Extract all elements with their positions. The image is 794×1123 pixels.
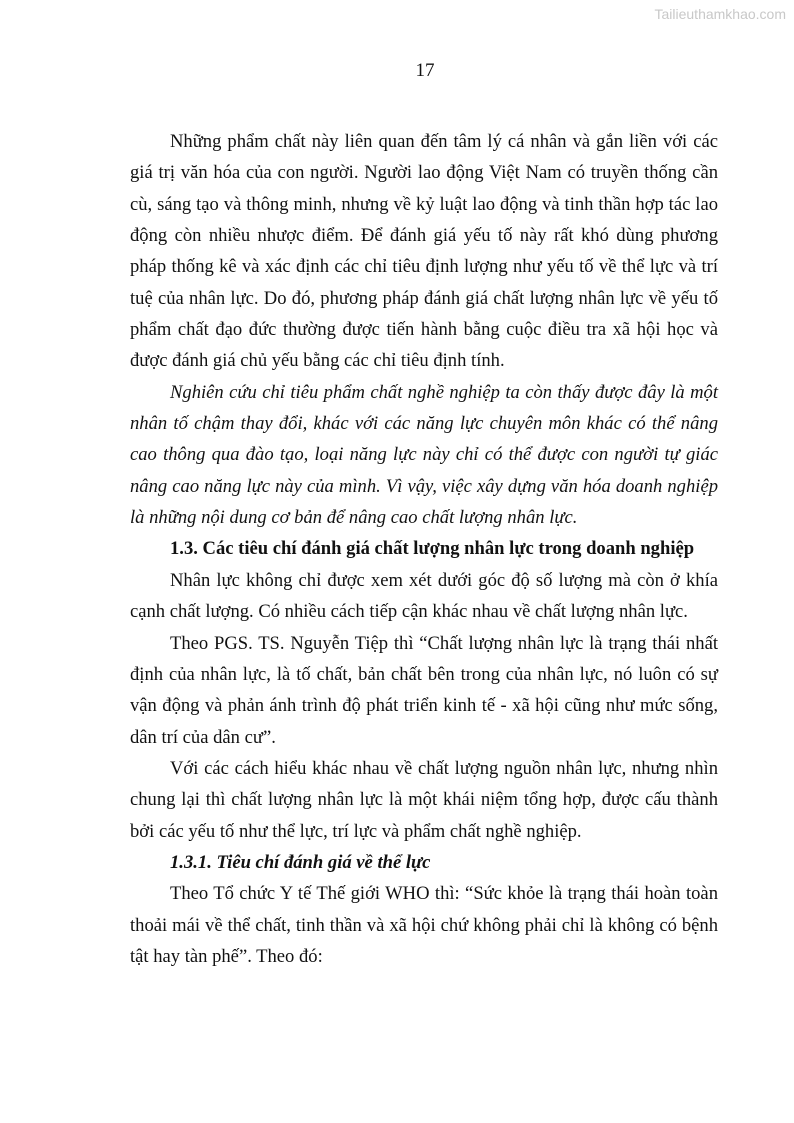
paragraph: [130, 753, 718, 847]
text-line: pháp thống kê và xác định các chỉ tiêu định lượng như yếu tố về thể lực và trí: [130, 256, 718, 278]
paragraph: [130, 628, 718, 753]
text-line: cao thông qua đào tạo, loại năng lực này chỉ có thể được con người tự giác: [130, 444, 718, 466]
text-line: tật hay tàn phế”. Theo đó:: [130, 945, 323, 967]
page-number: 17: [415, 60, 435, 81]
text-line: Theo PGS. TS. Nguyễn Tiệp thì “Chất lượng nhân lực là trạng thái nhất: [170, 632, 718, 654]
text-line: Nhân lực không chỉ được xem xét dưới góc độ số lượng mà còn ở khía: [170, 569, 718, 591]
paragraph: [130, 878, 718, 972]
text-line: Nghiên cứu chỉ tiêu phẩm chất nghề nghiệp ta còn thấy được đây là một: [170, 381, 718, 403]
watermark: Tailieuthamkhao.com: [654, 6, 786, 22]
text-line: 1.3.1. Tiêu chí đánh giá về thể lực: [170, 851, 431, 873]
text-line: bởi các yếu tố như thể lực, trí lực và phẩm chất nghề nghiệp.: [130, 820, 582, 842]
text-line: nhân tố chậm thay đổi, khác với các năng lực chuyên môn khác có thể nâng: [130, 413, 718, 435]
text-line: chung lại thì chất lượng nhân lực là một khái niệm tổng hợp, được cấu thành: [130, 789, 718, 811]
text-line: cạnh chất lượng. Có nhiều cách tiếp cận khác nhau về chất lượng nhân lực.: [130, 601, 688, 623]
text-line: phẩm chất đạo đức thường được tiến hành bằng cuộc điều tra xã hội học và: [130, 319, 718, 341]
text-line: giá trị văn hóa của con người. Người lao động Việt Nam có truyền thống cần: [130, 162, 718, 184]
text-line: 1.3. Các tiêu chí đánh giá chất lượng nhân lực trong doanh nghiệp: [170, 538, 695, 560]
text-line: thoải mái về thể chất, tinh thần và xã hội chứ không phải chỉ là không có bệnh: [130, 914, 718, 936]
text-line: là những nội dung cơ bản để nâng cao chất lượng nhân lực.: [130, 507, 578, 529]
paragraph: [130, 377, 718, 534]
text-line: nâng cao năng lực này của mình. Vì vậy, việc xây dựng văn hóa doanh nghiệp: [130, 475, 718, 497]
text-line: tuệ của nhân lực. Do đó, phương pháp đánh giá chất lượng nhân lực về yếu tố: [130, 287, 718, 309]
paragraph: [130, 565, 718, 628]
text-line: cù, sáng tạo và thông minh, nhưng về kỷ luật lao động và tinh thần hợp tác lao: [130, 193, 718, 215]
document-body: [130, 126, 718, 972]
text-line: động còn nhiều nhược điểm. Để đánh giá yếu tố này rất khó dùng phương: [130, 225, 718, 247]
section-heading: [130, 533, 718, 564]
text-line: được đánh giá chủ yếu bằng các chỉ tiêu định tính.: [130, 350, 505, 372]
text-line: định của nhân lực, là tố chất, bản chất bên trong của nhân lực, nó luôn có sự: [130, 663, 718, 685]
subsection-heading: [130, 847, 718, 878]
text-line: Theo Tổ chức Y tế Thế giới WHO thì: “Sức khỏe là trạng thái hoàn toàn: [170, 883, 718, 905]
text-line: vận động và phản ánh trình độ phát triển kinh tế - xã hội cũng như mức sống,: [130, 695, 718, 717]
text-line: Những phẩm chất này liên quan đến tâm lý cá nhân và gắn liền với các: [170, 131, 718, 152]
paragraph: [130, 126, 718, 377]
text-line: dân trí của dân cư”.: [130, 726, 276, 748]
text-line: Với các cách hiểu khác nhau về chất lượng nguồn nhân lực, nhưng nhìn: [170, 757, 718, 779]
